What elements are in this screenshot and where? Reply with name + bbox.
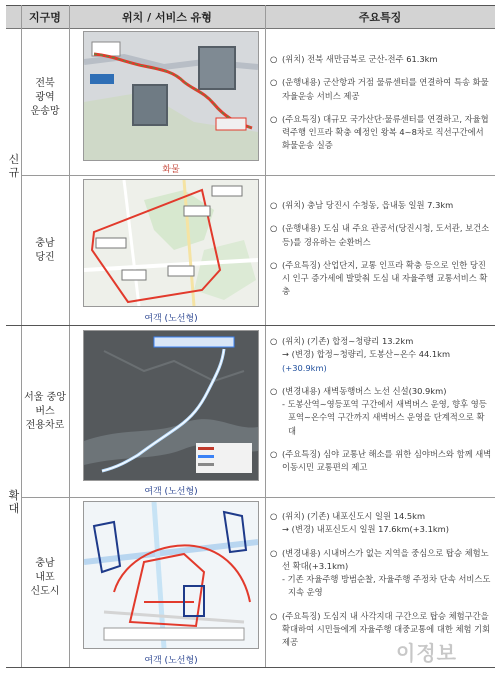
feature-item: [270, 398, 492, 438]
feature-text: (운행내용) 도심 내 주요 관공서(당진시청, 도서관, 보건소 등)를 경유하는 순환버스: [282, 223, 490, 247]
feature-text: (변경내용) 새벽동행버스 노선 신설(30.9km): [282, 385, 447, 396]
bullet-icon: ○: [270, 259, 278, 270]
feature-item: [270, 385, 492, 398]
bullet-icon: ○: [270, 610, 278, 621]
feature-text: - 기존 자율주행 방범순찰, 자율주행 주정차 단속 서비스도 지속 운영: [282, 574, 491, 598]
feature-text: (주요특징) 대규모 국가산단·물류센터를 연결하고, 자율협력주행 인프라 확충 예정인 왕복 4~8차로 직선구간에서 화물운송 실증: [282, 113, 489, 151]
feature-text: (운행내용) 군산항과 거점 물류센터를 연결하여 특송 화물 자율운송 서비스 제공: [282, 77, 489, 101]
feature-text: → (변경) 합정~청량리, 도봉산~온수 44.1km: [282, 349, 451, 360]
bullet-icon: ○: [270, 113, 278, 124]
feature-item: [270, 53, 492, 66]
bullet-icon: ○: [270, 385, 278, 396]
map-jeonbuk-graphic: [84, 32, 258, 160]
feature-item: [270, 348, 492, 361]
caption-jeonbuk: 화물: [162, 165, 180, 175]
district-seoul: 서울 중앙버스 전용차로: [24, 392, 66, 431]
feature-item: [270, 335, 492, 348]
map-naepo-graphic: [84, 502, 258, 648]
feature-item: [270, 362, 492, 375]
map-dangjin: [83, 179, 259, 307]
bullet-icon: ○: [270, 449, 278, 460]
watermark: 이정보: [396, 641, 457, 665]
feature-text: (주요특징) 산업단지, 교통 인프라 확충 등으로 인한 당진시 인구 증가세에 발맞춰 도심 내 자율주행 교통서비스 확충: [282, 259, 488, 297]
feature-item: [270, 573, 492, 600]
group-expand: 확대: [8, 489, 20, 515]
bullet-icon: ○: [270, 223, 278, 234]
district-dangjin: 충남 당진: [35, 238, 55, 263]
feature-text: (위치) (기존) 합정~청량리 13.2km: [282, 336, 414, 346]
service-table: [6, 5, 495, 668]
bullet-icon: ○: [270, 511, 278, 521]
features-jeonbuk: [270, 53, 492, 153]
feature-text: (위치) 전북 새만금북로 군산-전주 61.3km: [282, 54, 438, 64]
bullet-icon: ○: [270, 547, 278, 558]
bullet-icon: ○: [270, 200, 278, 210]
features-seoul: [270, 335, 492, 475]
feature-item: [270, 259, 492, 299]
feature-text: (+30.9km): [282, 362, 327, 373]
feature-text: (주요특징) 도심지 내 사각지대 구간으로 탑승 체험구간을 확대하여 시민들에게 자율주행 대중교통에 대한 체험 기회 제공: [282, 610, 491, 648]
feature-text: (위치) 충남 당진시 수청동, 읍내동 일원 7.3km: [282, 200, 454, 210]
header-location: 위치 / 서비스 유형: [122, 11, 212, 24]
feature-item: [270, 510, 492, 523]
district-naepo: 충남 내포 신도시: [30, 558, 60, 597]
features-naepo: [270, 510, 492, 650]
group-new: 신규: [8, 153, 20, 179]
bullet-icon: ○: [270, 54, 278, 64]
feature-item: [270, 76, 492, 103]
features-dangjin: [270, 199, 492, 299]
feature-text: (위치) (기존) 내포신도시 일원 14.5km: [282, 511, 426, 521]
feature-item: [270, 610, 492, 650]
feature-text: (변경내용) 시내버스가 없는 지역을 중심으로 탑승 체험노선 확대(+3.1km): [282, 547, 489, 571]
map-seoul: [83, 330, 259, 481]
feature-item: [270, 113, 492, 153]
bullet-icon: ○: [270, 336, 278, 346]
header-features: 주요특징: [358, 11, 402, 24]
feature-item: [270, 448, 492, 475]
feature-text: - 도봉산역~영등포역 구간에서 새벽버스 운영, 향후 영등포역~온수역 구간까지 새벽버스 운영을 단계적으로 확대: [282, 399, 487, 436]
feature-item: [270, 547, 492, 574]
map-dangjin-graphic: [84, 180, 258, 306]
caption-dangjin: 여객 (노선형): [144, 314, 198, 324]
feature-item: [270, 199, 492, 212]
bullet-icon: ○: [270, 77, 278, 88]
feature-item: [270, 222, 492, 249]
feature-item: [270, 523, 492, 536]
map-jeonbuk: [83, 31, 259, 161]
map-naepo: [83, 501, 259, 649]
header-district: 지구명: [29, 11, 61, 24]
caption-naepo: 여객 (노선형): [144, 656, 198, 666]
caption-seoul: 여객 (노선형): [144, 487, 198, 497]
map-seoul-graphic: [84, 331, 258, 480]
district-jeonbuk: 전북 광역 운송망: [30, 78, 60, 117]
feature-text: → (변경) 내포신도시 일원 17.6km(+3.1km): [282, 524, 449, 535]
feature-text: (주요특징) 심야 교통난 해소를 위한 심야버스와 함께 새벽 이동시민 교통편의 제고: [282, 449, 492, 473]
